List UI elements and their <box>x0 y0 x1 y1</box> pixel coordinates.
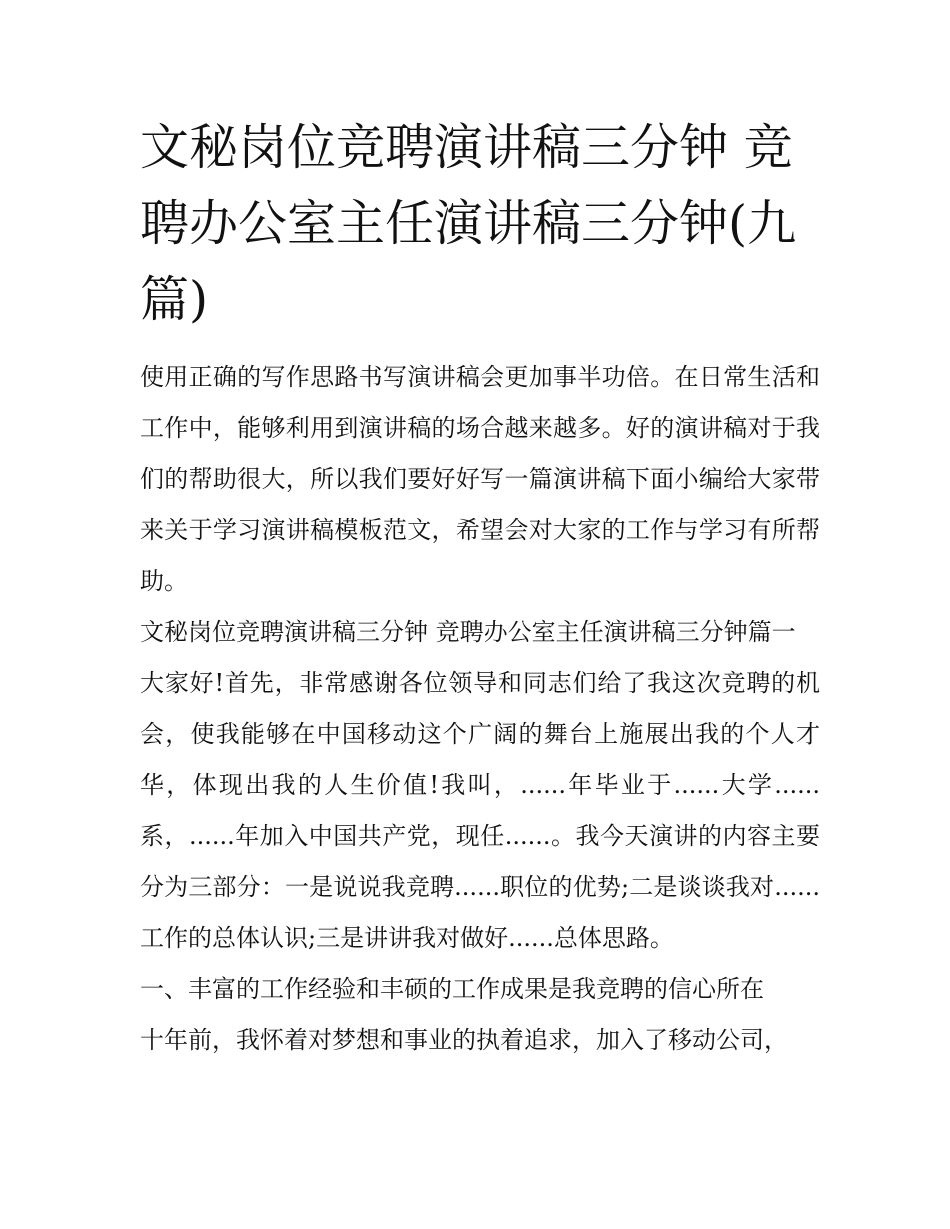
intro-paragraph: 使用正确的写作思路书写演讲稿会更加事半功倍。在日常生活和工作中，能够利用到演讲稿的场合越来越多。好的演讲稿对于我们的帮助很大，所以我们要好好写一篇演讲稿下面小编给大家带来关于学习演讲稿模板范文，希望会对大家的工作与学习有所帮助。 <box>140 363 820 595</box>
document-title: 文秘岗位竞聘演讲稿三分钟 竞聘办公室主任演讲稿三分钟(九篇) <box>140 119 797 328</box>
subsection-heading: 一、丰富的工作经验和丰硕的工作成果是我竞聘的信心所在 <box>140 975 764 1003</box>
body-paragraph: 大家好!首先，非常感谢各位领导和同志们给了我这次竞聘的机会，使我能够在中国移动这个广阔的舞台上施展出我的个人才华，体现出我的人生价值!我叫，......年毕业于......大学......系，......年加入中国共产党，现任......。我今天演讲的内容主要分为三部分：一是说说我竞聘......职位的优势;二是谈谈我对......工作的总体认识;三是讲讲我对做好......总体思路。 <box>140 669 820 952</box>
body-paragraph-continued: 十年前，我怀着对梦想和事业的执着追求，加入了移动公司， <box>140 1026 788 1054</box>
document-page <box>140 110 820 1066</box>
section-heading: 文秘岗位竞聘演讲稿三分钟 竞聘办公室主任演讲稿三分钟篇一 <box>140 618 796 646</box>
